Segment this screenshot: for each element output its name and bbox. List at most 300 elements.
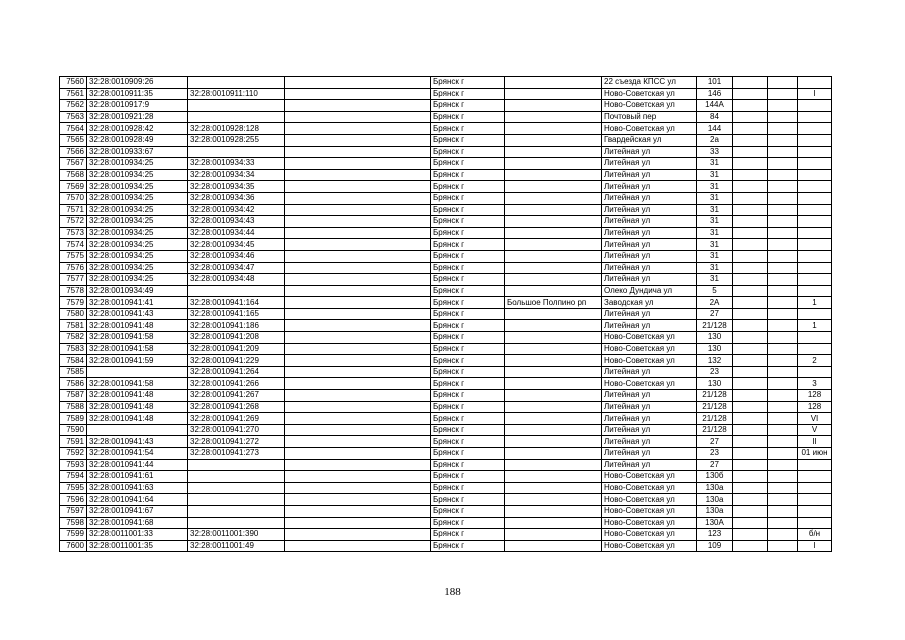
table-cell xyxy=(733,285,768,297)
table-cell xyxy=(733,471,768,483)
table-row xyxy=(60,448,832,460)
table-row xyxy=(60,227,832,239)
table-cell xyxy=(505,366,602,378)
table-cell: Ново-Советская ул xyxy=(602,471,697,483)
table-cell xyxy=(505,262,602,274)
table-cell: 31 xyxy=(697,262,733,274)
table-cell: 31 xyxy=(697,239,733,251)
table-cell: 7583 xyxy=(60,343,87,355)
table-cell xyxy=(285,482,431,494)
table-cell: Почтовый пер xyxy=(602,111,697,123)
table-cell xyxy=(733,308,768,320)
table-cell xyxy=(768,540,798,552)
table-cell xyxy=(285,494,431,506)
table-cell: 32:28:0010941:267 xyxy=(188,390,285,402)
table-cell xyxy=(285,77,431,89)
table-cell xyxy=(768,204,798,216)
table-cell: 144А xyxy=(697,100,733,112)
table-cell xyxy=(285,308,431,320)
table-cell xyxy=(733,158,768,170)
table-cell: 123 xyxy=(697,529,733,541)
table-cell: Брянск г xyxy=(431,100,505,112)
table-cell: 32:28:0010933:67 xyxy=(87,146,188,158)
table-cell: 2 xyxy=(798,355,832,367)
table-cell: 23 xyxy=(697,448,733,460)
table-cell: 32:28:0010941:68 xyxy=(87,517,188,529)
table-cell: 2А xyxy=(697,297,733,309)
table-cell xyxy=(285,401,431,413)
table-row xyxy=(60,100,832,112)
table-cell xyxy=(733,216,768,228)
table-cell xyxy=(733,192,768,204)
table-cell xyxy=(768,216,798,228)
table-cell: 27 xyxy=(697,436,733,448)
table-cell xyxy=(285,250,431,262)
table-cell xyxy=(798,494,832,506)
table-cell: 32:28:0010941:264 xyxy=(188,366,285,378)
table-cell: 7576 xyxy=(60,262,87,274)
table-cell xyxy=(768,517,798,529)
table-cell xyxy=(285,192,431,204)
table-cell xyxy=(768,100,798,112)
table-cell xyxy=(768,169,798,181)
table-cell xyxy=(798,459,832,471)
table-cell: Брянск г xyxy=(431,413,505,425)
table-cell: 32:28:0010934:25 xyxy=(87,274,188,286)
table-row xyxy=(60,540,832,552)
table-row xyxy=(60,332,832,344)
table-cell: Брянск г xyxy=(431,227,505,239)
table-cell: Брянск г xyxy=(431,134,505,146)
table-cell: 7570 xyxy=(60,192,87,204)
table-cell: 7571 xyxy=(60,204,87,216)
table-cell: 31 xyxy=(697,169,733,181)
table-cell: 32:28:0010921:28 xyxy=(87,111,188,123)
table-cell: Литейная ул xyxy=(602,274,697,286)
table-cell: Литейная ул xyxy=(602,401,697,413)
table-cell xyxy=(505,123,602,135)
table-cell xyxy=(733,169,768,181)
table-row xyxy=(60,482,832,494)
table-cell: 32:28:0010941:48 xyxy=(87,320,188,332)
table-cell: 32:28:0010934:25 xyxy=(87,158,188,170)
table-cell xyxy=(285,390,431,402)
table-cell xyxy=(768,355,798,367)
table-cell: Брянск г xyxy=(431,436,505,448)
table-cell: 32:28:0010941:164 xyxy=(188,297,285,309)
table-cell: 7596 xyxy=(60,494,87,506)
table-cell: 32:28:0010934:47 xyxy=(188,262,285,274)
table-cell: 146 xyxy=(697,88,733,100)
table-cell xyxy=(285,436,431,448)
table-cell: 7577 xyxy=(60,274,87,286)
table-cell xyxy=(733,239,768,251)
table-row xyxy=(60,204,832,216)
table-cell: Литейная ул xyxy=(602,216,697,228)
table-row xyxy=(60,158,832,170)
table-cell: Брянск г xyxy=(431,471,505,483)
table-cell: 32:28:0011001:35 xyxy=(87,540,188,552)
table-cell xyxy=(798,100,832,112)
table-row xyxy=(60,436,832,448)
table-row xyxy=(60,505,832,517)
table-cell: 130 xyxy=(697,378,733,390)
table-cell: 7598 xyxy=(60,517,87,529)
table-cell: 32:28:0010941:63 xyxy=(87,482,188,494)
table-cell: Брянск г xyxy=(431,482,505,494)
table-row xyxy=(60,471,832,483)
table-cell: 27 xyxy=(697,308,733,320)
table-cell: Брянск г xyxy=(431,308,505,320)
table-cell xyxy=(768,436,798,448)
table-cell xyxy=(768,274,798,286)
table-cell xyxy=(505,308,602,320)
table-cell xyxy=(188,471,285,483)
table-cell xyxy=(768,285,798,297)
table-cell xyxy=(285,146,431,158)
table-cell xyxy=(733,390,768,402)
table-cell xyxy=(285,529,431,541)
table-cell xyxy=(505,285,602,297)
table-cell xyxy=(733,111,768,123)
table-cell: 130а xyxy=(697,505,733,517)
table-cell xyxy=(285,332,431,344)
table-cell: 32:28:0010941:186 xyxy=(188,320,285,332)
table-cell xyxy=(798,77,832,89)
table-row xyxy=(60,88,832,100)
table-cell xyxy=(505,100,602,112)
table-cell xyxy=(798,274,832,286)
table-cell: 1 xyxy=(798,320,832,332)
table-cell xyxy=(798,192,832,204)
table-cell xyxy=(505,250,602,262)
table-cell xyxy=(733,413,768,425)
table-cell: 5 xyxy=(697,285,733,297)
table-cell: 32:28:0010941:273 xyxy=(188,448,285,460)
table-cell: 7594 xyxy=(60,471,87,483)
table-row xyxy=(60,274,832,286)
table-cell: I xyxy=(798,88,832,100)
table-row xyxy=(60,494,832,506)
table-row xyxy=(60,250,832,262)
table-cell xyxy=(285,262,431,274)
table-cell: 7562 xyxy=(60,100,87,112)
table-cell: 32:28:0010941:58 xyxy=(87,378,188,390)
table-cell: 1 xyxy=(798,297,832,309)
table-cell: Ново-Советская ул xyxy=(602,100,697,112)
table-cell xyxy=(768,111,798,123)
table-cell: б/н xyxy=(798,529,832,541)
table-cell xyxy=(505,343,602,355)
table-cell: Брянск г xyxy=(431,274,505,286)
table-cell xyxy=(505,355,602,367)
table-cell: 32:28:0010941:61 xyxy=(87,471,188,483)
table-cell xyxy=(188,494,285,506)
table-cell: Ново-Советская ул xyxy=(602,505,697,517)
table-cell: 32:28:0010941:67 xyxy=(87,505,188,517)
table-cell xyxy=(798,169,832,181)
table-cell: 32:28:0010911:110 xyxy=(188,88,285,100)
table-cell xyxy=(733,529,768,541)
table-cell xyxy=(768,239,798,251)
table-cell xyxy=(285,459,431,471)
table-cell xyxy=(505,471,602,483)
table-cell: 22 съезда КПСС ул xyxy=(602,77,697,89)
table-cell xyxy=(188,285,285,297)
table-cell: Брянск г xyxy=(431,262,505,274)
table-cell: 128 xyxy=(798,401,832,413)
table-cell: 32:28:0010934:48 xyxy=(188,274,285,286)
table-cell: 7585 xyxy=(60,366,87,378)
table-cell: Брянск г xyxy=(431,378,505,390)
table-cell xyxy=(733,505,768,517)
table-row xyxy=(60,77,832,89)
table-cell: 7582 xyxy=(60,332,87,344)
table-cell xyxy=(505,482,602,494)
table-cell: 32:28:0010934:35 xyxy=(188,181,285,193)
table-cell xyxy=(285,505,431,517)
table-cell xyxy=(733,332,768,344)
table-cell xyxy=(285,134,431,146)
table-cell xyxy=(505,88,602,100)
table-cell xyxy=(768,529,798,541)
table-cell xyxy=(768,250,798,262)
table-row xyxy=(60,529,832,541)
table-cell xyxy=(798,123,832,135)
table-cell xyxy=(768,494,798,506)
table-cell: 7599 xyxy=(60,529,87,541)
table-cell xyxy=(505,134,602,146)
table-cell: 32:28:0010934:25 xyxy=(87,169,188,181)
table-row xyxy=(60,390,832,402)
table-cell: 128 xyxy=(798,390,832,402)
table-cell: 32:28:0010928:42 xyxy=(87,123,188,135)
table-cell: Брянск г xyxy=(431,88,505,100)
table-cell xyxy=(505,540,602,552)
table-cell xyxy=(505,332,602,344)
table-cell: 32:28:0010941:59 xyxy=(87,355,188,367)
table-cell: 32:28:0010941:58 xyxy=(87,343,188,355)
table-cell: 32:28:0010934:44 xyxy=(188,227,285,239)
table-cell xyxy=(733,482,768,494)
table-cell xyxy=(768,390,798,402)
table-cell: 7580 xyxy=(60,308,87,320)
table-cell: Ново-Советская ул xyxy=(602,529,697,541)
table-row xyxy=(60,401,832,413)
table-cell: 7569 xyxy=(60,181,87,193)
table-cell: Литейная ул xyxy=(602,390,697,402)
table-cell: 31 xyxy=(697,192,733,204)
table-cell xyxy=(188,111,285,123)
table-cell xyxy=(505,204,602,216)
table-cell: 23 xyxy=(697,366,733,378)
table-cell xyxy=(733,459,768,471)
table-cell xyxy=(505,158,602,170)
table-cell: 32:28:0011001:390 xyxy=(188,529,285,541)
table-cell: 32:28:0010934:25 xyxy=(87,239,188,251)
table-cell xyxy=(768,262,798,274)
table-cell: Брянск г xyxy=(431,77,505,89)
table-cell: 130б xyxy=(697,471,733,483)
table-cell xyxy=(285,123,431,135)
table-cell: Брянск г xyxy=(431,343,505,355)
table-cell xyxy=(733,204,768,216)
table-cell xyxy=(798,332,832,344)
table-cell xyxy=(768,401,798,413)
table-cell: 32:28:0010941:43 xyxy=(87,436,188,448)
table-cell: Брянск г xyxy=(431,297,505,309)
table-cell xyxy=(505,169,602,181)
table-cell: 7592 xyxy=(60,448,87,460)
table-cell xyxy=(505,494,602,506)
table-cell: Литейная ул xyxy=(602,158,697,170)
table-cell xyxy=(768,505,798,517)
table-cell: 2а xyxy=(697,134,733,146)
table-cell xyxy=(798,343,832,355)
table-cell: 32:28:0010934:33 xyxy=(188,158,285,170)
table-cell xyxy=(285,216,431,228)
table-cell: Брянск г xyxy=(431,529,505,541)
table-cell: Брянск г xyxy=(431,204,505,216)
table-cell: 31 xyxy=(697,204,733,216)
table-cell xyxy=(768,158,798,170)
table-cell xyxy=(798,227,832,239)
table-cell: 7584 xyxy=(60,355,87,367)
table-row xyxy=(60,216,832,228)
table-cell: 32:28:0010934:45 xyxy=(188,239,285,251)
table-cell: Литейная ул xyxy=(602,262,697,274)
table-cell: 32:28:0010941:64 xyxy=(87,494,188,506)
table-cell: Брянск г xyxy=(431,494,505,506)
table-cell: Брянск г xyxy=(431,250,505,262)
table-cell xyxy=(505,390,602,402)
table-cell xyxy=(505,216,602,228)
table-cell xyxy=(798,517,832,529)
table-cell: Литейная ул xyxy=(602,239,697,251)
table-cell: Брянск г xyxy=(431,401,505,413)
table-cell: 32:28:0010934:34 xyxy=(188,169,285,181)
table-cell xyxy=(285,540,431,552)
table-row xyxy=(60,424,832,436)
table-cell: 7568 xyxy=(60,169,87,181)
table-cell: 31 xyxy=(697,274,733,286)
table-cell xyxy=(285,517,431,529)
table-cell: 32:28:0010941:54 xyxy=(87,448,188,460)
table-cell: 3 xyxy=(798,378,832,390)
table-row xyxy=(60,320,832,332)
table-cell xyxy=(798,158,832,170)
table-cell: Брянск г xyxy=(431,239,505,251)
table-cell xyxy=(87,366,188,378)
table-cell: Ново-Советская ул xyxy=(602,343,697,355)
table-cell xyxy=(188,505,285,517)
table-cell: 32:28:0010917:9 xyxy=(87,100,188,112)
table-cell xyxy=(733,343,768,355)
table-cell: Ново-Советская ул xyxy=(602,517,697,529)
table-cell xyxy=(505,77,602,89)
table-cell: Литейная ул xyxy=(602,448,697,460)
table-cell xyxy=(188,459,285,471)
table-cell: Литейная ул xyxy=(602,459,697,471)
table-cell xyxy=(188,517,285,529)
table-cell: 32:28:0010941:41 xyxy=(87,297,188,309)
table-cell xyxy=(505,378,602,390)
table-cell: Брянск г xyxy=(431,158,505,170)
table-cell xyxy=(87,424,188,436)
table-cell: 27 xyxy=(697,459,733,471)
table-cell: 21/128 xyxy=(697,320,733,332)
table-cell: 109 xyxy=(697,540,733,552)
table-cell: Олеко Дундича ул xyxy=(602,285,697,297)
table-cell: Брянск г xyxy=(431,505,505,517)
table-cell xyxy=(285,204,431,216)
table-cell xyxy=(798,134,832,146)
table-cell: 7581 xyxy=(60,320,87,332)
table-row xyxy=(60,285,832,297)
table-cell xyxy=(285,320,431,332)
table-cell xyxy=(798,262,832,274)
table-cell xyxy=(505,424,602,436)
table-cell: 7589 xyxy=(60,413,87,425)
table-cell xyxy=(733,146,768,158)
table-cell: Ново-Советская ул xyxy=(602,540,697,552)
table-cell: 32:28:0010934:25 xyxy=(87,227,188,239)
table-cell xyxy=(768,471,798,483)
table-cell: 01 июн xyxy=(798,448,832,460)
table-cell: 7588 xyxy=(60,401,87,413)
table-cell: 7564 xyxy=(60,123,87,135)
table-cell: 33 xyxy=(697,146,733,158)
table-cell xyxy=(768,181,798,193)
table-cell: Брянск г xyxy=(431,169,505,181)
table-cell xyxy=(505,413,602,425)
table-cell: Брянск г xyxy=(431,181,505,193)
table-cell xyxy=(768,227,798,239)
table-cell xyxy=(798,250,832,262)
table-cell xyxy=(733,123,768,135)
table-cell: 32:28:0010934:43 xyxy=(188,216,285,228)
table-cell xyxy=(285,285,431,297)
table-cell: Литейная ул xyxy=(602,320,697,332)
table-row xyxy=(60,181,832,193)
table-cell: 21/128 xyxy=(697,401,733,413)
table-cell xyxy=(798,181,832,193)
table-cell: 32:28:0010934:46 xyxy=(188,250,285,262)
table-row xyxy=(60,134,832,146)
table-cell xyxy=(733,320,768,332)
table-cell: 31 xyxy=(697,181,733,193)
table-cell: 32:28:0010934:42 xyxy=(188,204,285,216)
table-cell xyxy=(285,297,431,309)
table-cell xyxy=(285,158,431,170)
table-cell xyxy=(733,448,768,460)
table-cell xyxy=(285,274,431,286)
table-cell xyxy=(285,100,431,112)
table-cell xyxy=(768,413,798,425)
table-cell: 7591 xyxy=(60,436,87,448)
table-row xyxy=(60,459,832,471)
table-cell: 7560 xyxy=(60,77,87,89)
table-cell: 21/128 xyxy=(697,424,733,436)
table-cell xyxy=(798,111,832,123)
table-cell: 32:28:0011001:49 xyxy=(188,540,285,552)
table-cell: 7595 xyxy=(60,482,87,494)
table-cell: Брянск г xyxy=(431,424,505,436)
table-cell: 130 xyxy=(697,332,733,344)
table-cell xyxy=(505,227,602,239)
page-number: 188 xyxy=(444,586,461,598)
table-cell xyxy=(285,343,431,355)
